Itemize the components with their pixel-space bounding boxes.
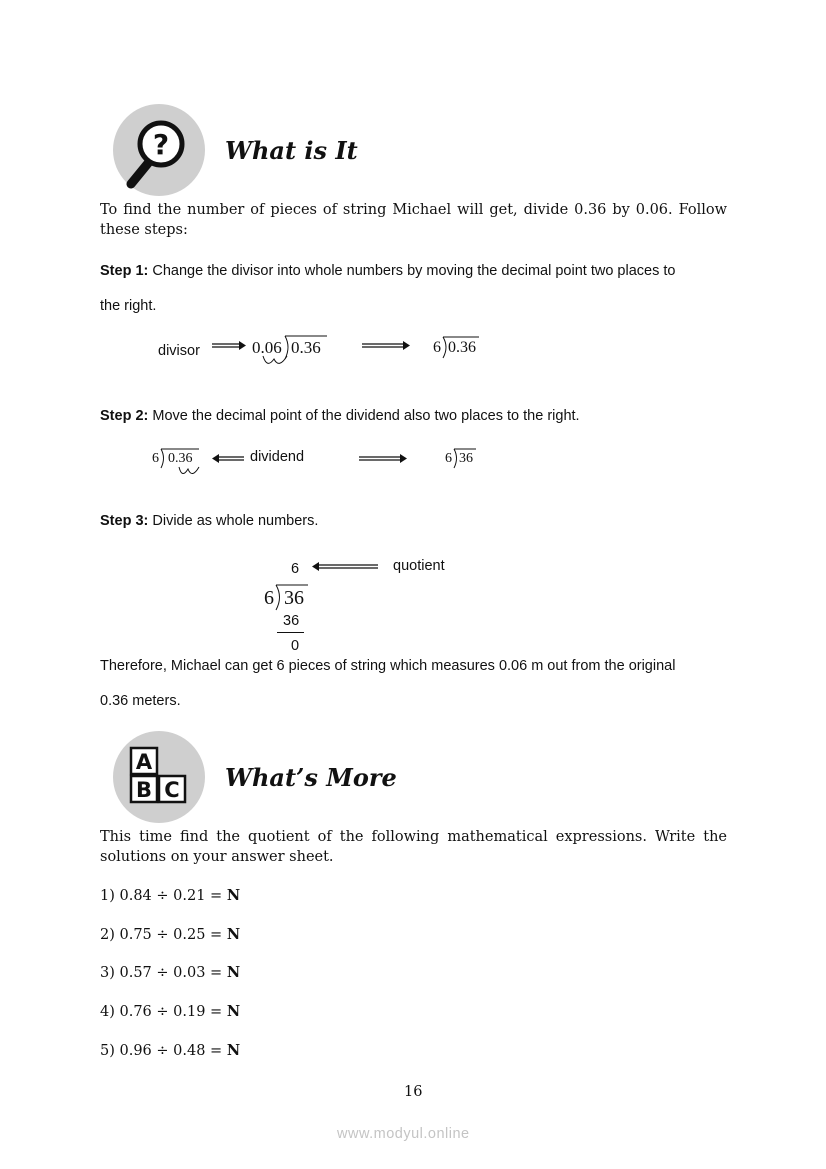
exercise-item-1 <box>100 887 240 904</box>
svg-text:C: C <box>164 778 180 802</box>
step2-divisor-after: 6 <box>445 451 452 466</box>
exercise-answer: N <box>226 1042 241 1059</box>
step3-divisor: 6 <box>264 587 274 609</box>
exercise-expr: 5) 0.96 ÷ 0.48 = <box>100 1043 227 1059</box>
step2-line <box>100 408 580 424</box>
whats-more-intro: This time find the quotient of the following mathematical expressions. Write the solutions on your answer sheet. <box>100 829 727 865</box>
step2-text: Move the decimal point of the dividend also two places to the right. <box>152 408 580 424</box>
step1-label: Step 1: <box>100 263 149 279</box>
magnifier-question-icon <box>113 104 205 196</box>
subtraction-line <box>277 632 304 633</box>
step1-text: Change the divisor into whole numbers by moving the decimal point two places to <box>152 263 676 279</box>
exercise-expr: 3) 0.57 ÷ 0.03 = <box>100 965 227 981</box>
step1-dividend-after: 0.36 <box>448 339 476 356</box>
arrow-right-icon <box>359 454 407 464</box>
what-is-it-icon <box>113 104 205 196</box>
exercise-answer: N <box>226 887 241 904</box>
step1-divisor-after: 6 <box>433 339 441 356</box>
exercise-item-4 <box>100 1003 240 1020</box>
exercise-expr: 1) 0.84 ÷ 0.21 = <box>100 888 227 904</box>
conclusion-line2: 0.36 meters. <box>100 693 181 709</box>
exercise-answer: N <box>226 964 241 981</box>
step3-dividend: 36 <box>284 587 304 609</box>
intro-paragraph: To find the number of pieces of string Michael will get, divide 0.36 by 0.06. Follow these steps: <box>100 202 727 238</box>
quotient-value: 6 <box>291 561 300 577</box>
step3-line <box>100 513 318 529</box>
dividend-before: 0.36 <box>291 338 321 357</box>
svg-text:B: B <box>135 778 153 802</box>
exercise-item-2 <box>100 926 240 943</box>
step3-label: Step 3: <box>100 513 149 529</box>
arrow-left-icon <box>212 454 244 464</box>
arrow-right-icon <box>212 341 246 351</box>
decimal-move-loops <box>177 466 203 479</box>
watermark: www.modyul.online <box>337 1126 470 1142</box>
step3-remainder: 0 <box>291 638 300 654</box>
exercise-answer: N <box>226 926 241 943</box>
divisor-before: 0.06 <box>252 338 282 357</box>
dividend-label: dividend <box>250 449 305 465</box>
section-title-whats-more: What’s More <box>225 763 397 792</box>
divisor-label: divisor <box>158 343 200 359</box>
svg-text:A: A <box>135 750 153 774</box>
svg-text:?: ? <box>152 128 170 161</box>
abc-blocks-icon <box>113 731 205 823</box>
arrow-right-icon <box>362 341 410 351</box>
decimal-move-loops <box>261 355 291 369</box>
section-title-what-is-it: What is It <box>225 136 358 165</box>
exercise-expr: 2) 0.75 ÷ 0.25 = <box>100 927 227 943</box>
exercise-expr: 4) 0.76 ÷ 0.19 = <box>100 1004 227 1020</box>
step2-divisor: 6 <box>152 451 159 466</box>
exercise-item-3 <box>100 964 240 981</box>
step3-product: 36 <box>283 613 300 629</box>
page-number: 16 <box>404 1084 423 1100</box>
whats-more-icon <box>113 731 205 823</box>
exercise-item-5 <box>100 1042 240 1059</box>
step3-text: Divide as whole numbers. <box>152 513 319 529</box>
step2-dividend-after: 36 <box>459 451 473 466</box>
step1-line2: the right. <box>100 298 157 314</box>
quotient-label: quotient <box>393 558 445 574</box>
step2-dividend-before: 0.36 <box>168 451 193 466</box>
exercise-answer: N <box>226 1003 241 1020</box>
step2-label: Step 2: <box>100 408 149 424</box>
arrow-left-icon <box>312 562 378 572</box>
conclusion-line1: Therefore, Michael can get 6 pieces of string which measures 0.06 m out from the original <box>100 658 676 674</box>
step1-line1 <box>100 263 675 279</box>
